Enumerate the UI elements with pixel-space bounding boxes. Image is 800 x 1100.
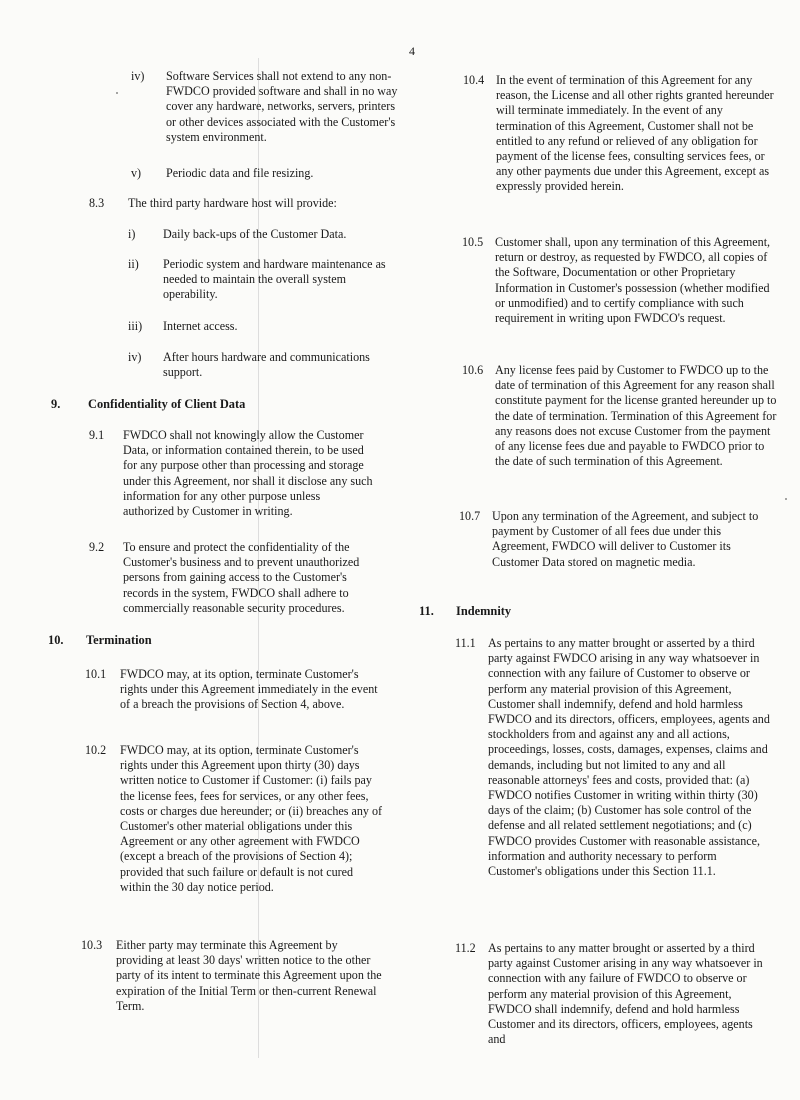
- item-number: iv): [131, 69, 145, 83]
- item-number: iii): [128, 319, 143, 333]
- item-number: ii): [128, 257, 139, 271]
- scan-speck: [785, 498, 787, 500]
- section-text: As pertains to any matter brought or asserted by a third party against Customer arising in any way whatsoever in connection with any failure of FWDCO to observe or perform any material provision of this Agreement, FWDCO shall indemnify, defend and hold harmless Customer and its directors, officers, employees, agents and: [488, 941, 763, 1047]
- section-number: 10.3: [81, 938, 103, 952]
- section-number: 10.1: [85, 667, 107, 681]
- section-number: 9.: [51, 397, 61, 411]
- scan-speck: [116, 92, 118, 94]
- section-text: As pertains to any matter brought or asserted by a third party against FWDCO arising in any way whatsoever in connection with any failure of Customer to observe or perform any material provision of this Agreement, Customer shall indemnify, defend and hold harmless FWDCO and its directors, officers, employees, agents and stockholders from and against any and all actions, proceedings, losses, costs, damages, expenses, claims and demands, including but not limited to any and all reasonable attorneys' fees and costs, provided that: (a) FWDCO notifies Customer in writing within thirty (30) days of the claim; (b) Customer has sole control of the defense and all related settlement negotiations; and (c) FWDCO provides Customer with reasonable assistance, information and authority necessary to perform Customer's obligations under this Section 11.1.: [488, 636, 770, 879]
- item-text: Periodic data and file resizing.: [166, 166, 314, 180]
- section-number: 10.: [48, 633, 64, 647]
- section-text: FWDCO may, at its option, terminate Customer's rights under this Agreement upon thirty (30) days written notice to Customer if Customer: (i) fails pay the license fees, fees for services, or any other fees, costs or charges due hereunder; or (ii) breaches any of Customer's other material obligations under this Agreement or any other agreement with FWDCO (except a breach of the provisions of Section 4); provided that such failure or default is not cured within the 30 day notice period.: [120, 743, 383, 894]
- section-number: 9.1: [89, 428, 105, 442]
- item-text: Periodic system and hardware maintenance as needed to maintain the overall system operability.: [163, 257, 386, 302]
- section-text: FWDCO shall not knowingly allow the Customer Data, or information contained therein, to be used for any purpose other than processing and storage under this Agreement, nor shall it disclose any such information for any other purpose unless authorized by Customer in writing.: [123, 428, 373, 519]
- section-number: 10.6: [462, 363, 484, 377]
- item-text: Internet access.: [163, 319, 238, 333]
- section-number: 11.2: [455, 941, 476, 955]
- section-text: FWDCO may, at its option, terminate Customer's rights under this Agreement immediately in the event of a breach the provisions of Section 4, above.: [120, 667, 378, 712]
- section-title: Indemnity: [456, 604, 512, 618]
- section-number: 10.4: [463, 73, 485, 87]
- item-number: i): [128, 227, 136, 241]
- section-number: 10.5: [462, 235, 484, 249]
- item-text: After hours hardware and communications support.: [163, 350, 370, 380]
- page-number: 4: [409, 44, 415, 58]
- section-text: Either party may terminate this Agreement by providing at least 30 days' written notice to the other party of its intent to terminate this Agreement upon the expiration of the Initial Term or then-current Renewal Term.: [116, 938, 382, 1013]
- section-title: Confidentiality of Client Data: [88, 397, 246, 411]
- section-number: 11.1: [455, 636, 476, 650]
- section-number: 11.: [419, 604, 434, 618]
- section-text: Any license fees paid by Customer to FWDCO up to the date of termination of this Agreement for any reason shall constitute payment for the license granted hereunder up to the date of termination. Termination of this Agreement for any reasons does not excuse Customer from the payment of any license fees due and payable to FWDCO prior to the date of such termination of this Agreement.: [495, 363, 777, 469]
- section-text: Customer shall, upon any termination of this Agreement, return or destroy, as requested by FWDCO, all copies of the Software, Documentation or other Proprietary Information in Customer's possession (whether modified or unmodified) and to certify compliance with such requirement in writing upon FWDCO's request.: [495, 235, 771, 326]
- item-number: iv): [128, 350, 142, 364]
- section-text: Upon any termination of the Agreement, and subject to payment by Customer of all fees due under this Agreement, FWDCO will deliver to Customer its Customer Data stored on magnetic media.: [492, 509, 759, 569]
- item-number: v): [131, 166, 142, 180]
- section-number: 10.7: [459, 509, 481, 523]
- item-text: Software Services shall not extend to any non-FWDCO provided software and shall in no way cover any hardware, networks, servers, printers or other devices associated with the Customer's system environment.: [166, 69, 398, 144]
- section-text: To ensure and protect the confidentiality of the Customer's business and to prevent unauthorized persons from gaining access to the Customer's records in the system, FWDCO shall adhere to commercially reasonable security procedures.: [123, 540, 360, 615]
- section-title: Termination: [86, 633, 152, 647]
- section-text: The third party hardware host will provide:: [128, 196, 337, 210]
- section-text: In the event of termination of this Agreement for any reason, the License and all other rights granted hereunder will terminate immediately. In the event of any termination of this Agreement, Customer shall not be entitled to any refund or relieved of any obligation for payment of the license fees, consulting services fees, or any other payments due under this Agreement, except as expressly provided herein.: [496, 73, 774, 194]
- section-number: 8.3: [89, 196, 105, 210]
- item-text: Daily back-ups of the Customer Data.: [163, 227, 347, 241]
- section-number: 10.2: [85, 743, 107, 757]
- section-number: 9.2: [89, 540, 105, 554]
